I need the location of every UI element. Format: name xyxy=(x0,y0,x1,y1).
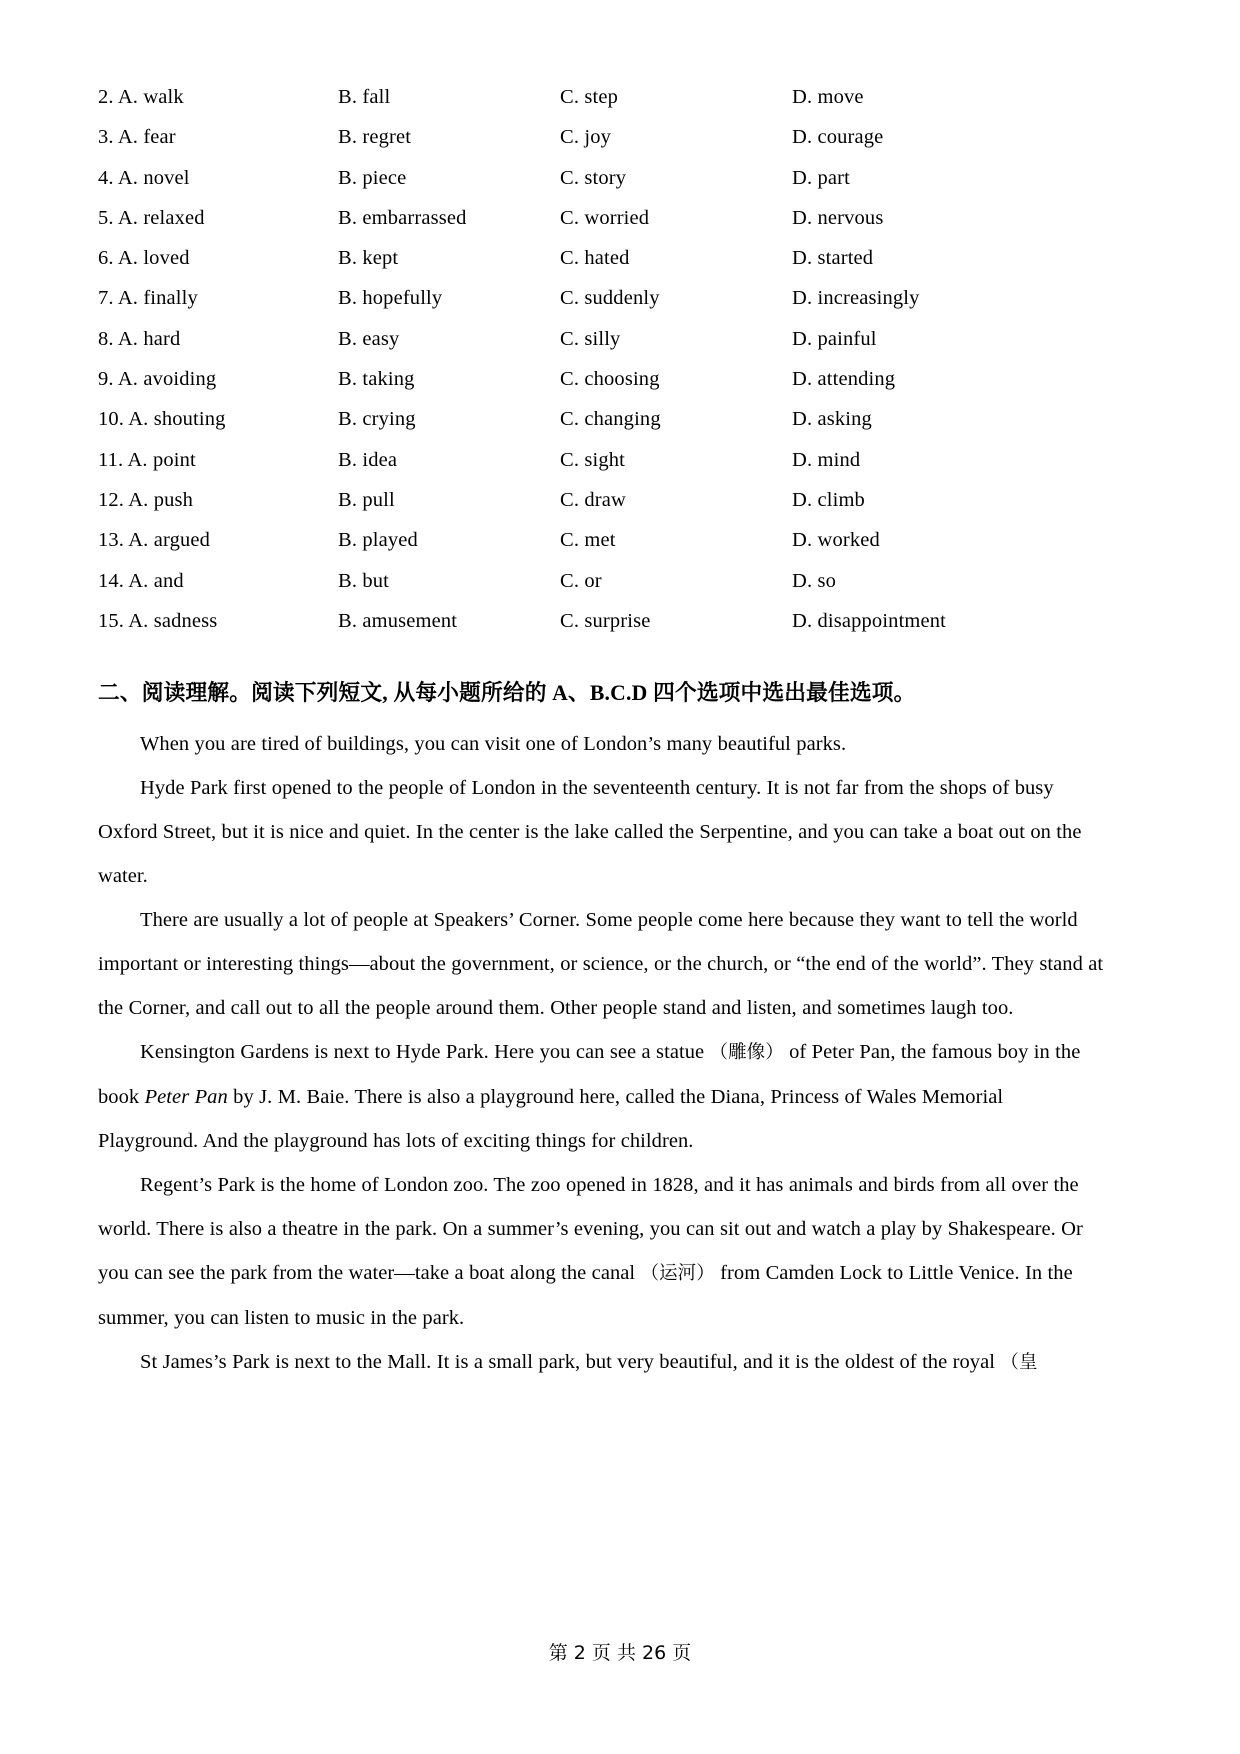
option-b: B. idea xyxy=(338,448,398,471)
option-b: B. but xyxy=(338,569,390,592)
option-a: 15. A. sadness xyxy=(98,609,218,632)
option-c: C. worried xyxy=(560,206,650,229)
table-row xyxy=(98,167,1108,207)
option-b: B. played xyxy=(338,529,418,552)
table-row xyxy=(98,368,1108,408)
table-row xyxy=(98,449,1108,489)
option-d: D. started xyxy=(792,247,874,270)
passage-paragraph-1: When you are tired of buildings, you can visit one of London’s many beautiful parks. xyxy=(140,733,847,756)
option-c: C. or xyxy=(560,569,602,592)
paragraph-4-text-b: of Peter Pan, the famous boy in the book xyxy=(98,1041,1081,1109)
passage-paragraph-6 xyxy=(98,1340,1108,1385)
option-a: 10. A. shouting xyxy=(98,408,226,431)
table-row xyxy=(98,610,1108,650)
option-b: B. embarrassed xyxy=(338,206,467,229)
option-a: 4. A. novel xyxy=(98,166,190,189)
option-c: C. sight xyxy=(560,448,625,471)
option-b: B. regret xyxy=(338,126,412,149)
option-b: B. amusement xyxy=(338,609,458,632)
paragraph-5-text-b: from Camden Lock to Little Venice. In the summer, you can listen to music in the park. xyxy=(98,1262,1073,1330)
cloze-options-table xyxy=(98,86,1108,650)
paragraph-4-text-a: Kensington Gardens is next to Hyde Park. Here you can see a statue xyxy=(140,1041,705,1064)
paragraph-5-text-a: Regent’s Park is the home of London zoo. The zoo opened in 1828, and it has animals and birds from all over the world. There is also a theatre in the park. On a summer’s evening, you can sit out and watch a play by Shakespeare. Or you can see the park from the water—take a boat along the canal xyxy=(98,1174,1083,1285)
table-row xyxy=(98,207,1108,247)
option-c: C. met xyxy=(560,529,616,552)
option-d: D. part xyxy=(792,166,850,189)
option-a: 14. A. and xyxy=(98,569,184,592)
option-a: 8. A. hard xyxy=(98,327,181,350)
option-d: D. asking xyxy=(792,408,872,431)
option-d: D. worked xyxy=(792,529,880,552)
option-b: B. crying xyxy=(338,408,416,431)
table-row xyxy=(98,408,1108,448)
option-a: 3. A. fear xyxy=(98,126,176,149)
option-c: C. step xyxy=(560,86,618,108)
option-a: 11. A. point xyxy=(98,448,196,471)
option-d: D. so xyxy=(792,569,837,592)
table-row xyxy=(98,489,1108,529)
passage-paragraph-5 xyxy=(98,1163,1108,1340)
option-c: C. changing xyxy=(560,408,661,431)
table-row xyxy=(98,247,1108,287)
table-row xyxy=(98,86,1108,126)
option-d: D. attending xyxy=(792,368,896,391)
paragraph-4-text-c: by J. M. Baie. There is also a playground here, called the Diana, Princess of Wales Memorial Playground. And the playground has lots of exciting things for children. xyxy=(98,1086,1004,1153)
option-b: B. hopefully xyxy=(338,287,443,310)
option-a: 13. A. argued xyxy=(98,529,211,552)
option-a: 6. A. loved xyxy=(98,247,190,270)
table-row xyxy=(98,287,1108,327)
reading-section-heading: 二、阅读理解。阅读下列短文, 从每小题所给的 A、B.C.D 四个选项中选出最佳选项。 xyxy=(98,680,916,706)
option-c: C. surprise xyxy=(560,609,651,632)
table-row xyxy=(98,570,1108,610)
option-a: 12. A. push xyxy=(98,488,194,511)
book-title-peter-pan: Peter Pan xyxy=(144,1086,228,1109)
option-b: B. piece xyxy=(338,166,407,189)
option-a: 5. A. relaxed xyxy=(98,206,205,229)
page-number-text: 第 2 页 共 26 页 xyxy=(548,1642,692,1664)
option-c: C. hated xyxy=(560,247,630,270)
option-b: B. easy xyxy=(338,327,400,350)
passage-paragraph-2: Hyde Park first opened to the people of London in the seventeenth century. It is not far from the shops of busy Oxford Street, but it is nice and quiet. In the center is the lake called the Serpentine, and you can take a boat out on the water. xyxy=(98,777,1082,888)
option-b: B. taking xyxy=(338,368,415,391)
option-b: B. fall xyxy=(338,86,391,108)
option-d: D. nervous xyxy=(792,206,884,229)
table-row xyxy=(98,529,1108,569)
option-d: D. disappointment xyxy=(792,609,947,632)
reading-passage xyxy=(98,722,1108,1385)
option-c: C. silly xyxy=(560,327,621,350)
paragraph-6-text-a: St James’s Park is next to the Mall. It is a small park, but very beautiful, and it is the oldest of the royal xyxy=(140,1351,996,1374)
option-a: 9. A. avoiding xyxy=(98,368,217,391)
option-d: D. move xyxy=(792,86,864,108)
option-c: C. joy xyxy=(560,126,612,149)
option-a: 7. A. finally xyxy=(98,287,198,310)
option-d: D. climb xyxy=(792,488,865,511)
option-c: C. draw xyxy=(560,488,626,511)
option-a: 2. A. walk xyxy=(98,86,184,108)
gloss-statue: （雕像） xyxy=(709,1042,784,1064)
cloze-options-body xyxy=(98,86,1108,650)
table-row xyxy=(98,126,1108,166)
table-row xyxy=(98,328,1108,368)
option-c: C. choosing xyxy=(560,368,660,391)
option-b: B. pull xyxy=(338,488,395,511)
page-footer xyxy=(0,1640,1240,1666)
option-c: C. suddenly xyxy=(560,287,660,310)
passage-paragraph-4 xyxy=(98,1030,1108,1163)
passage-paragraph-3: There are usually a lot of people at Speakers’ Corner. Some people come here because they want to tell the world important or interesting things—about the government, or science, or the church, or “the end of the world”. They stand at the Corner, and call out to all the people around them. Other people stand and listen, and sometimes laugh too. xyxy=(98,909,1104,1020)
gloss-canal: （运河） xyxy=(640,1263,715,1285)
option-d: D. courage xyxy=(792,126,884,149)
option-d: D. increasingly xyxy=(792,287,920,310)
option-c: C. story xyxy=(560,166,627,189)
option-d: D. painful xyxy=(792,327,877,350)
option-d: D. mind xyxy=(792,448,861,471)
page-content xyxy=(98,86,1108,1385)
option-b: B. kept xyxy=(338,247,399,270)
gloss-royal: （皇 xyxy=(1000,1352,1038,1374)
